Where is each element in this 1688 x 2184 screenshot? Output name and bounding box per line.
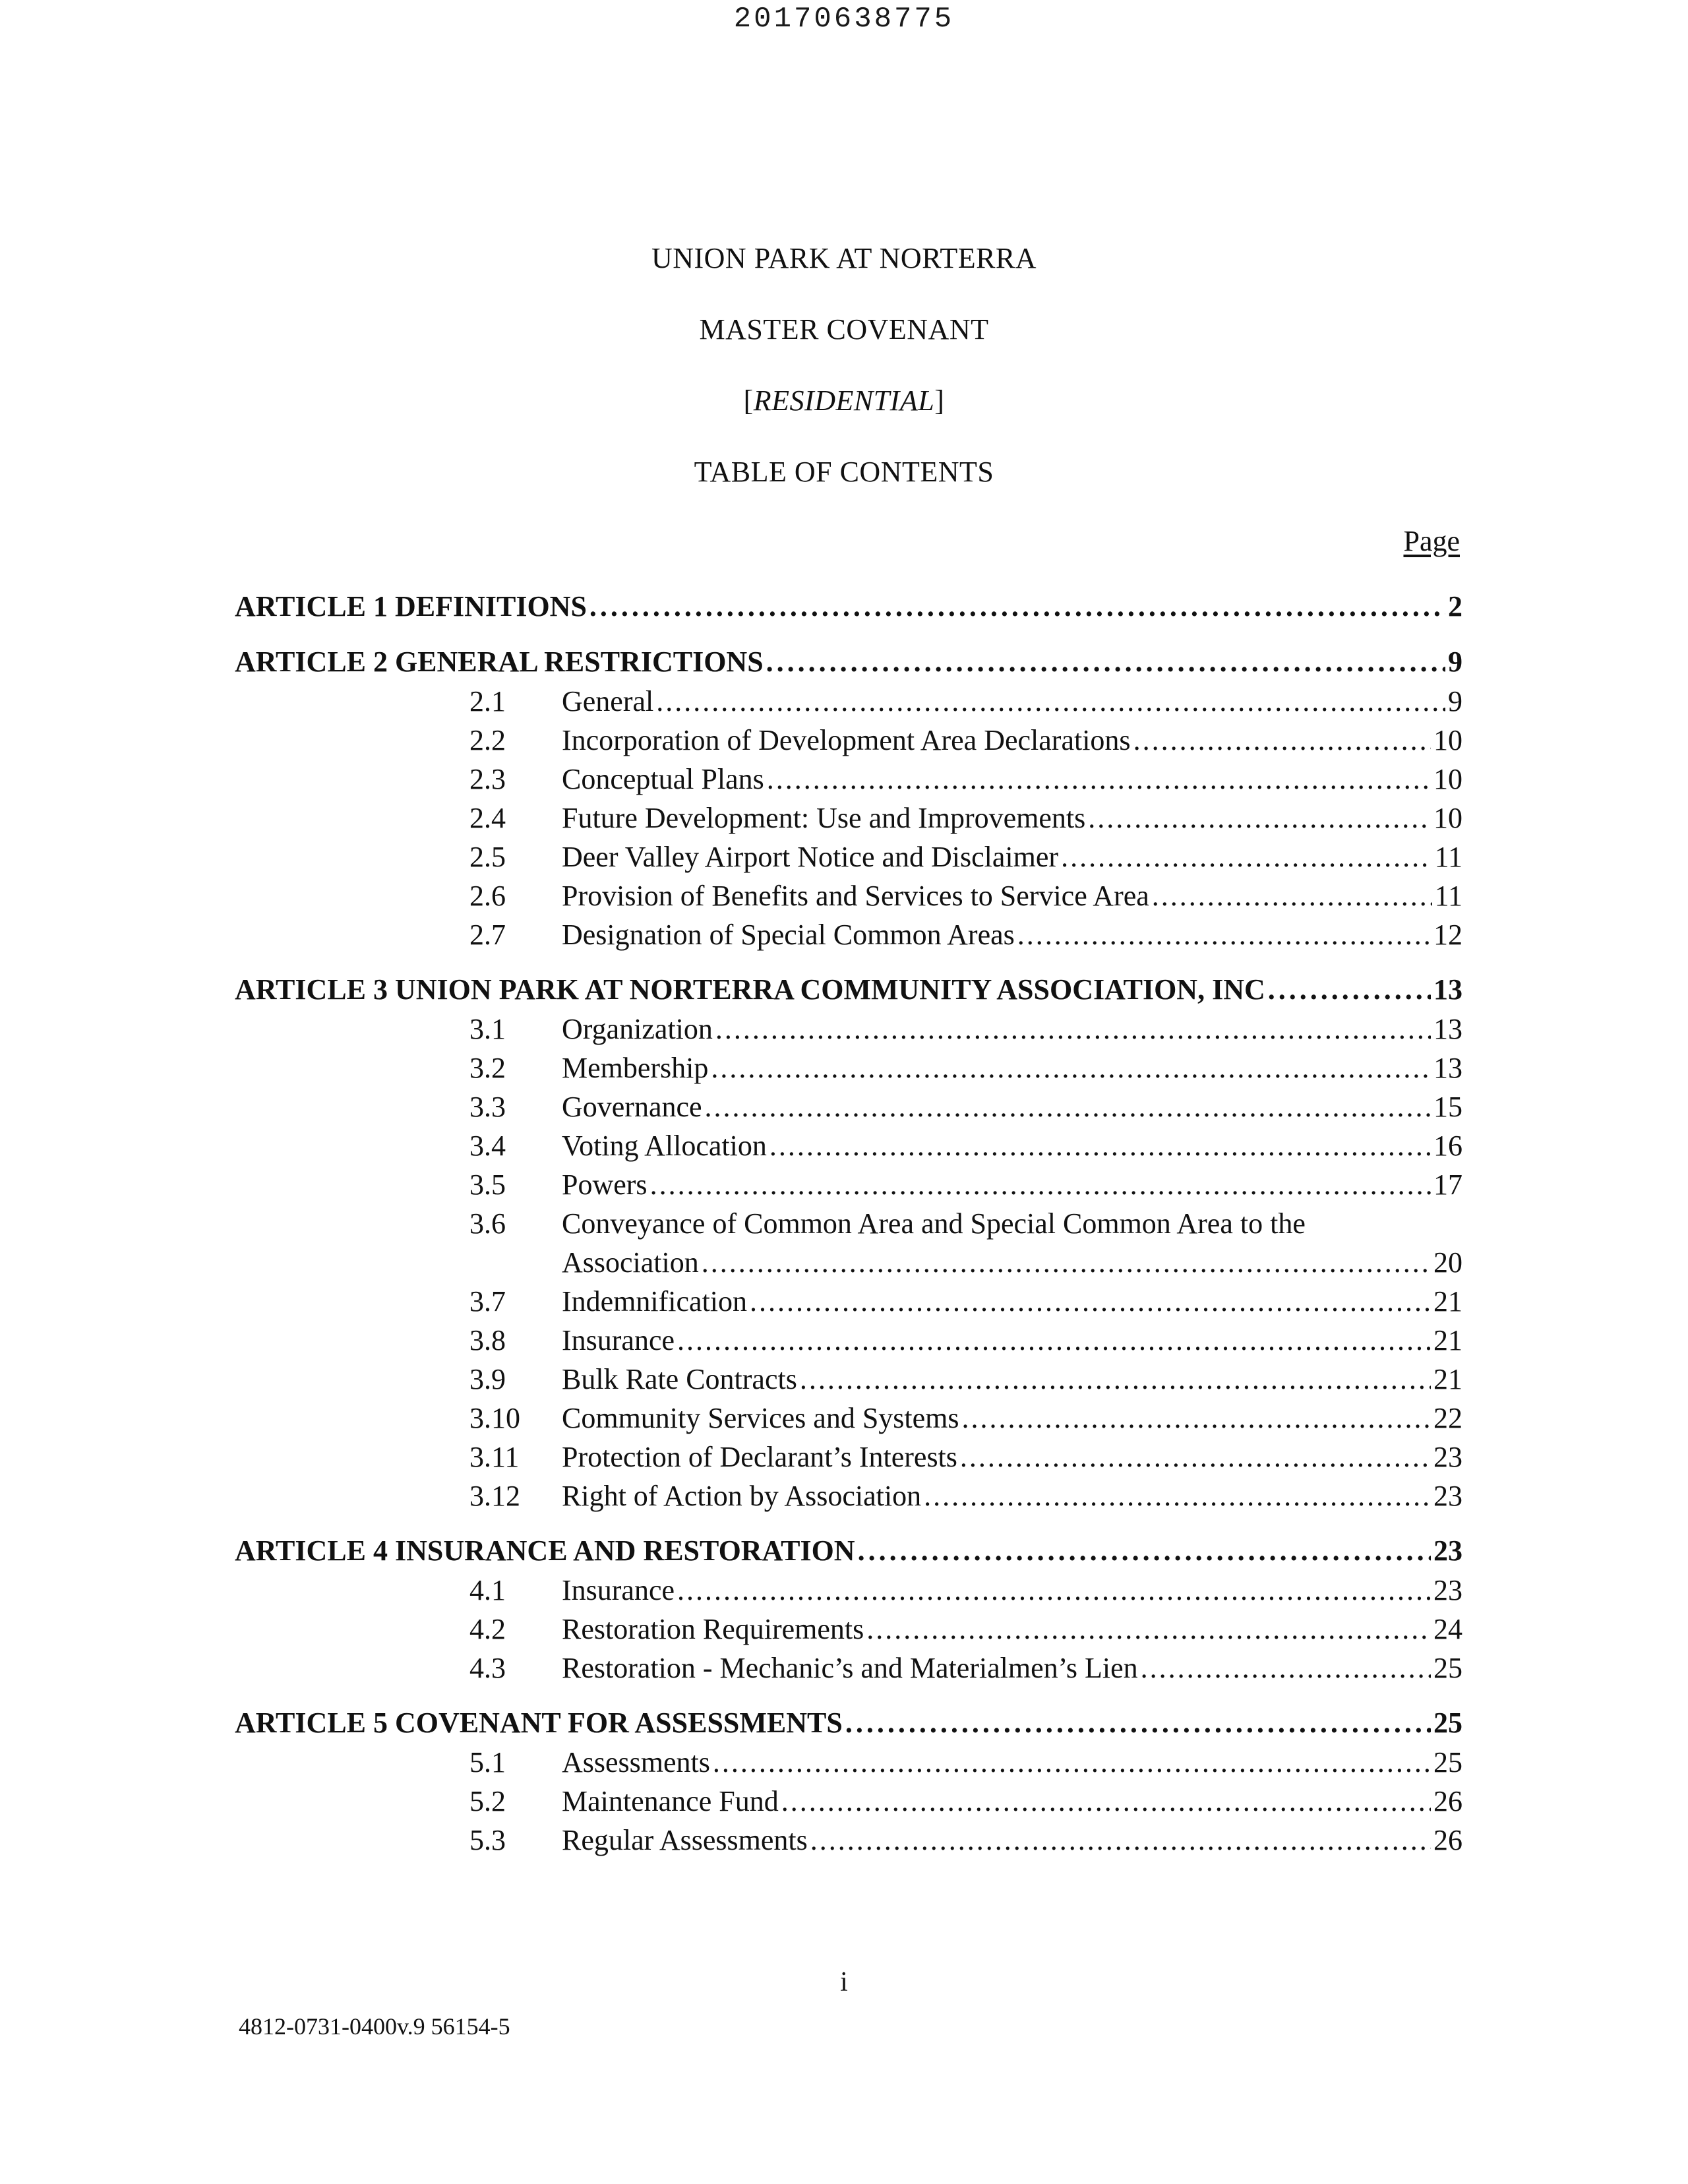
section-number: 2.1 xyxy=(469,685,506,717)
article-title: ARTICLE 5 COVENANT FOR ASSESSMENTS xyxy=(235,1707,843,1739)
toc-section-2-3[interactable] xyxy=(235,760,1462,799)
dot-leader xyxy=(800,1360,1431,1399)
section-page: 21 xyxy=(1433,1324,1462,1356)
section-page: 10 xyxy=(1433,724,1462,756)
section-title: Maintenance Fund xyxy=(562,1785,779,1817)
section-number: 3.5 xyxy=(469,1168,506,1201)
section-page: 13 xyxy=(1433,1052,1462,1084)
section-number: 2.4 xyxy=(469,802,506,834)
dot-leader xyxy=(924,1476,1431,1515)
section-title: Insurance xyxy=(562,1574,675,1606)
toc-section-2-6[interactable] xyxy=(235,876,1462,915)
dot-leader xyxy=(810,1821,1431,1860)
dot-leader xyxy=(962,1399,1431,1438)
dot-leader xyxy=(705,1087,1431,1126)
dot-leader xyxy=(1268,970,1431,1010)
section-title: Membership xyxy=(562,1052,709,1084)
toc-section-3-4[interactable] xyxy=(235,1126,1462,1165)
section-number: 2.6 xyxy=(469,880,506,912)
section-number: 3.8 xyxy=(469,1324,506,1356)
article-page: 9 xyxy=(1448,646,1462,678)
dot-leader xyxy=(589,587,1445,626)
section-page: 23 xyxy=(1433,1574,1462,1606)
section-title: Protection of Declarant’s Interests xyxy=(562,1441,957,1473)
section-number: 5.3 xyxy=(469,1824,506,1856)
section-title: Indemnification xyxy=(562,1285,748,1318)
dot-leader xyxy=(750,1282,1431,1321)
toc-section-2-1[interactable] xyxy=(235,682,1462,721)
toc-article-1[interactable] xyxy=(235,587,1462,626)
dot-leader xyxy=(781,1782,1431,1821)
toc-section-2-5[interactable] xyxy=(235,837,1462,876)
dot-leader xyxy=(711,1048,1431,1087)
section-title: Conveyance of Common Area and Special Common Area to the xyxy=(562,1207,1306,1240)
toc-section-3-3[interactable] xyxy=(235,1087,1462,1126)
section-page: 21 xyxy=(1433,1363,1462,1395)
section-page: 26 xyxy=(1433,1785,1462,1817)
section-title: Governance xyxy=(562,1091,702,1123)
footer-document-id: 4812-0731-0400v.9 56154-5 xyxy=(239,2013,510,2040)
toc-section-3-12[interactable] xyxy=(235,1476,1462,1515)
document-subtitle: MASTER COVENANT xyxy=(699,313,989,346)
section-title: Voting Allocation xyxy=(562,1130,767,1162)
dot-leader xyxy=(845,1703,1431,1743)
toc-section-3-2[interactable] xyxy=(235,1048,1462,1087)
dot-leader xyxy=(866,1610,1431,1649)
section-page: 10 xyxy=(1433,763,1462,795)
section-number: 2.7 xyxy=(469,919,506,951)
toc-heading: TABLE OF CONTENTS xyxy=(694,456,994,488)
toc-section-5-2[interactable] xyxy=(235,1782,1462,1821)
section-number: 3.2 xyxy=(469,1052,506,1084)
toc-section-3-10[interactable] xyxy=(235,1399,1462,1438)
section-page: 17 xyxy=(1433,1168,1462,1201)
section-page: 11 xyxy=(1434,880,1462,912)
dot-leader xyxy=(713,1743,1431,1782)
section-title: Assessments xyxy=(562,1746,710,1778)
toc-section-4-2[interactable] xyxy=(235,1610,1462,1649)
article-title: ARTICLE 4 INSURANCE AND RESTORATION xyxy=(235,1534,855,1567)
section-number: 5.2 xyxy=(469,1785,506,1817)
section-title: Insurance xyxy=(562,1324,675,1356)
table-of-contents xyxy=(235,587,1462,1860)
article-page: 13 xyxy=(1433,973,1462,1006)
section-title: Incorporation of Development Area Declarations xyxy=(562,724,1131,756)
article-title: ARTICLE 3 UNION PARK AT NORTERRA COMMUNITY ASSOCIATION, INC xyxy=(235,973,1265,1006)
section-page: 13 xyxy=(1433,1013,1462,1045)
dot-leader xyxy=(677,1321,1431,1360)
section-number: 5.1 xyxy=(469,1746,506,1778)
dot-leader xyxy=(650,1165,1431,1204)
dot-leader xyxy=(1061,837,1432,876)
section-title: Organization xyxy=(562,1013,713,1045)
article-page: 2 xyxy=(1448,590,1462,622)
section-title: Powers xyxy=(562,1168,648,1201)
section-title: Restoration Requirements xyxy=(562,1613,864,1645)
section-page: 15 xyxy=(1433,1091,1462,1123)
toc-article-5[interactable] xyxy=(235,1703,1462,1743)
section-number: 4.1 xyxy=(469,1574,506,1606)
dot-leader xyxy=(677,1571,1431,1610)
dot-leader xyxy=(1141,1649,1431,1687)
article-title: ARTICLE 1 DEFINITIONS xyxy=(235,590,587,622)
article-page: 25 xyxy=(1433,1707,1462,1739)
footer-page-number: i xyxy=(840,1967,848,1997)
toc-section-3-7[interactable] xyxy=(235,1282,1462,1321)
document-title: UNION PARK AT NORTERRA xyxy=(651,242,1037,274)
article-page: 23 xyxy=(1433,1534,1462,1567)
dot-leader xyxy=(960,1438,1431,1476)
section-page: 20 xyxy=(1433,1246,1462,1279)
section-number: 4.2 xyxy=(469,1613,506,1645)
toc-section-3-5[interactable] xyxy=(235,1165,1462,1204)
dot-leader xyxy=(715,1010,1431,1048)
dot-leader xyxy=(702,1243,1431,1282)
section-page: 25 xyxy=(1433,1746,1462,1778)
dot-leader xyxy=(1088,799,1431,837)
section-number: 3.4 xyxy=(469,1130,506,1162)
toc-section-3-8[interactable] xyxy=(235,1321,1462,1360)
dot-leader xyxy=(769,1126,1431,1165)
toc-section-5-1[interactable] xyxy=(235,1743,1462,1782)
section-page: 9 xyxy=(1448,685,1462,717)
section-title: Conceptual Plans xyxy=(562,763,764,795)
article-title: ARTICLE 2 GENERAL RESTRICTIONS xyxy=(235,646,764,678)
section-page: 10 xyxy=(1433,802,1462,834)
section-title: General xyxy=(562,685,654,717)
section-page: 26 xyxy=(1433,1824,1462,1856)
section-number: 3.7 xyxy=(469,1285,506,1318)
toc-section-5-3[interactable] xyxy=(235,1821,1462,1860)
section-title: Deer Valley Airport Notice and Disclaimer xyxy=(562,841,1059,873)
section-page: 12 xyxy=(1433,919,1462,951)
section-number: 3.11 xyxy=(469,1441,520,1473)
toc-section-4-3[interactable] xyxy=(235,1649,1462,1687)
section-number: 3.1 xyxy=(469,1013,506,1045)
page-column-label: Page xyxy=(1403,525,1460,557)
toc-section-3-6[interactable] xyxy=(235,1204,1462,1282)
section-page: 24 xyxy=(1433,1613,1462,1645)
toc-article-3[interactable] xyxy=(235,970,1462,1010)
section-number: 4.3 xyxy=(469,1652,506,1684)
toc-section-4-1[interactable] xyxy=(235,1571,1462,1610)
dot-leader xyxy=(766,642,1445,682)
section-number: 3.10 xyxy=(469,1402,520,1434)
dot-leader xyxy=(1133,721,1431,760)
recording-number: 20170638775 xyxy=(733,3,955,36)
section-number: 2.3 xyxy=(469,763,506,795)
section-number: 2.2 xyxy=(469,724,506,756)
section-page: 23 xyxy=(1433,1441,1462,1473)
dot-leader xyxy=(1152,876,1432,915)
section-title: Designation of Special Common Areas xyxy=(562,919,1015,951)
dot-leader xyxy=(767,760,1431,799)
section-page: 22 xyxy=(1433,1402,1462,1434)
section-title: Provision of Benefits and Services to Service Area xyxy=(562,880,1149,912)
section-page: 16 xyxy=(1433,1130,1462,1162)
section-page: 25 xyxy=(1433,1652,1462,1684)
section-title-continued: Association xyxy=(562,1246,699,1279)
toc-section-3-9[interactable] xyxy=(235,1360,1462,1399)
toc-section-2-4[interactable] xyxy=(235,799,1462,837)
covenant-type: [RESIDENTIAL] xyxy=(743,384,945,417)
section-number: 2.5 xyxy=(469,841,506,873)
toc-article-2[interactable] xyxy=(235,642,1462,682)
toc-section-2-2[interactable] xyxy=(235,721,1462,760)
dot-leader xyxy=(1017,915,1431,954)
section-title: Right of Action by Association xyxy=(562,1480,922,1512)
dot-leader xyxy=(858,1531,1431,1571)
section-title: Regular Assessments xyxy=(562,1824,808,1856)
dot-leader xyxy=(656,682,1445,721)
section-page: 11 xyxy=(1434,841,1462,873)
toc-section-3-11[interactable] xyxy=(235,1438,1462,1476)
section-number: 3.12 xyxy=(469,1480,520,1512)
covenant-type-text: RESIDENTIAL xyxy=(753,384,935,417)
toc-section-3-1[interactable] xyxy=(235,1010,1462,1048)
section-number: 3.6 xyxy=(469,1207,506,1240)
section-title: Bulk Rate Contracts xyxy=(562,1363,797,1395)
section-title: Restoration - Mechanic’s and Materialmen’s Lien xyxy=(562,1652,1138,1684)
section-page: 23 xyxy=(1433,1480,1462,1512)
toc-article-4[interactable] xyxy=(235,1531,1462,1571)
toc-section-2-7[interactable] xyxy=(235,915,1462,954)
section-title: Future Development: Use and Improvements xyxy=(562,802,1086,834)
section-number: 3.9 xyxy=(469,1363,506,1395)
section-page: 21 xyxy=(1433,1285,1462,1318)
section-title: Community Services and Systems xyxy=(562,1402,959,1434)
section-number: 3.3 xyxy=(469,1091,506,1123)
